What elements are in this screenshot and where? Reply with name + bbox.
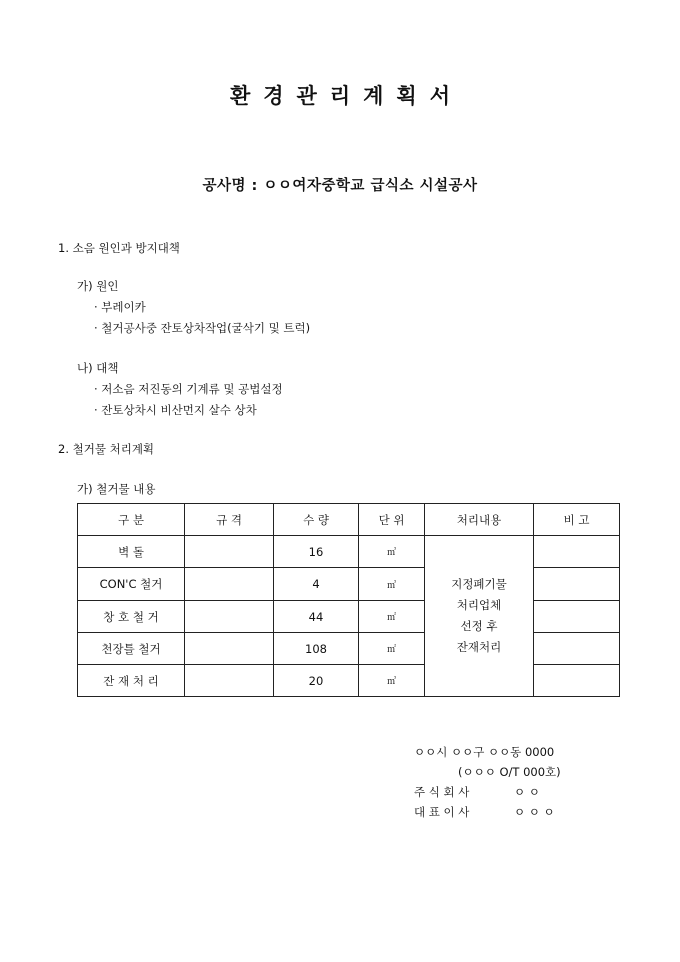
header-spec: 규 격: [185, 504, 274, 536]
row-name: 벽 돌: [78, 536, 185, 568]
project-name: 공사명 : ㅇㅇ여자중학교 급식소 시설공사: [202, 178, 478, 194]
row-name: 창 호 철 거: [78, 601, 185, 633]
row-unit: ㎡: [359, 633, 425, 665]
header-quantity: 수 량: [274, 504, 359, 536]
row-spec: [185, 665, 274, 697]
row-note: [534, 568, 620, 601]
header-processing: 처리내용: [425, 504, 534, 536]
row-qty: 4: [274, 568, 359, 601]
table-row: [78, 665, 620, 697]
header-unit: 단 위: [359, 504, 425, 536]
processing-line: 잔재처리: [456, 640, 502, 654]
row-spec: [185, 536, 274, 568]
row-spec: [185, 601, 274, 633]
measure-item: · 잔토상차시 비산먼지 살수 상차: [94, 403, 257, 417]
row-name: 잔 재 처 리: [78, 665, 185, 697]
footer-ceo-value: ㅇ ㅇ ㅇ: [514, 805, 555, 819]
measure-label: 나) 대책: [77, 361, 119, 375]
row-name: CON'C 철거: [78, 568, 185, 601]
header-category: 구 분: [78, 504, 185, 536]
footer-company-label: 주 식 회 사: [414, 785, 470, 799]
row-spec: [185, 633, 274, 665]
cause-label: 가) 원인: [77, 279, 119, 293]
demolition-table: [77, 503, 620, 697]
footer-ceo-label: 대 표 이 사: [414, 805, 470, 819]
row-qty: 44: [274, 601, 359, 633]
section-waste-heading: 2. 철거물 처리계획: [58, 442, 155, 456]
table-header-row: [78, 504, 620, 536]
row-note: [534, 601, 620, 633]
row-unit: ㎥: [359, 665, 425, 697]
table-row: [78, 601, 620, 633]
row-spec: [185, 568, 274, 601]
row-qty: 16: [274, 536, 359, 568]
row-qty: 20: [274, 665, 359, 697]
row-note: [534, 665, 620, 697]
section-noise-heading: 1. 소음 원인과 방지대책: [58, 241, 180, 255]
processing-line: 처리업체: [456, 598, 502, 612]
table-row: [78, 568, 620, 601]
measure-item: · 저소음 저진동의 기계류 및 공법설정: [94, 382, 283, 396]
row-note: [534, 536, 620, 568]
cause-item: · 철거공사중 잔토상차작업(굴삭기 및 트럭): [94, 321, 311, 335]
row-qty: 108: [274, 633, 359, 665]
row-note: [534, 633, 620, 665]
row-unit: ㎥: [359, 568, 425, 601]
header-remarks: 비 고: [534, 504, 620, 536]
processing-line: 선정 후: [460, 619, 498, 633]
row-name: 천장틀 철거: [78, 633, 185, 665]
processing-line: 지정폐기물: [451, 577, 507, 591]
footer-address: ㅇㅇ시 ㅇㅇ구 ㅇㅇ동 0000: [414, 745, 555, 759]
footer-company-value: ㅇ ㅇ: [514, 785, 540, 799]
processing-cell: [425, 536, 534, 697]
footer-phone: (ㅇㅇㅇ O/T 000호): [458, 765, 561, 779]
cause-item: · 부레이카: [94, 300, 146, 314]
table-row: [78, 536, 620, 568]
document-title: 환경관리계획서: [229, 83, 463, 108]
table-row: [78, 633, 620, 665]
waste-sub-label: 가) 철거물 내용: [77, 482, 156, 496]
row-unit: ㎥: [359, 536, 425, 568]
row-unit: ㎡: [359, 601, 425, 633]
